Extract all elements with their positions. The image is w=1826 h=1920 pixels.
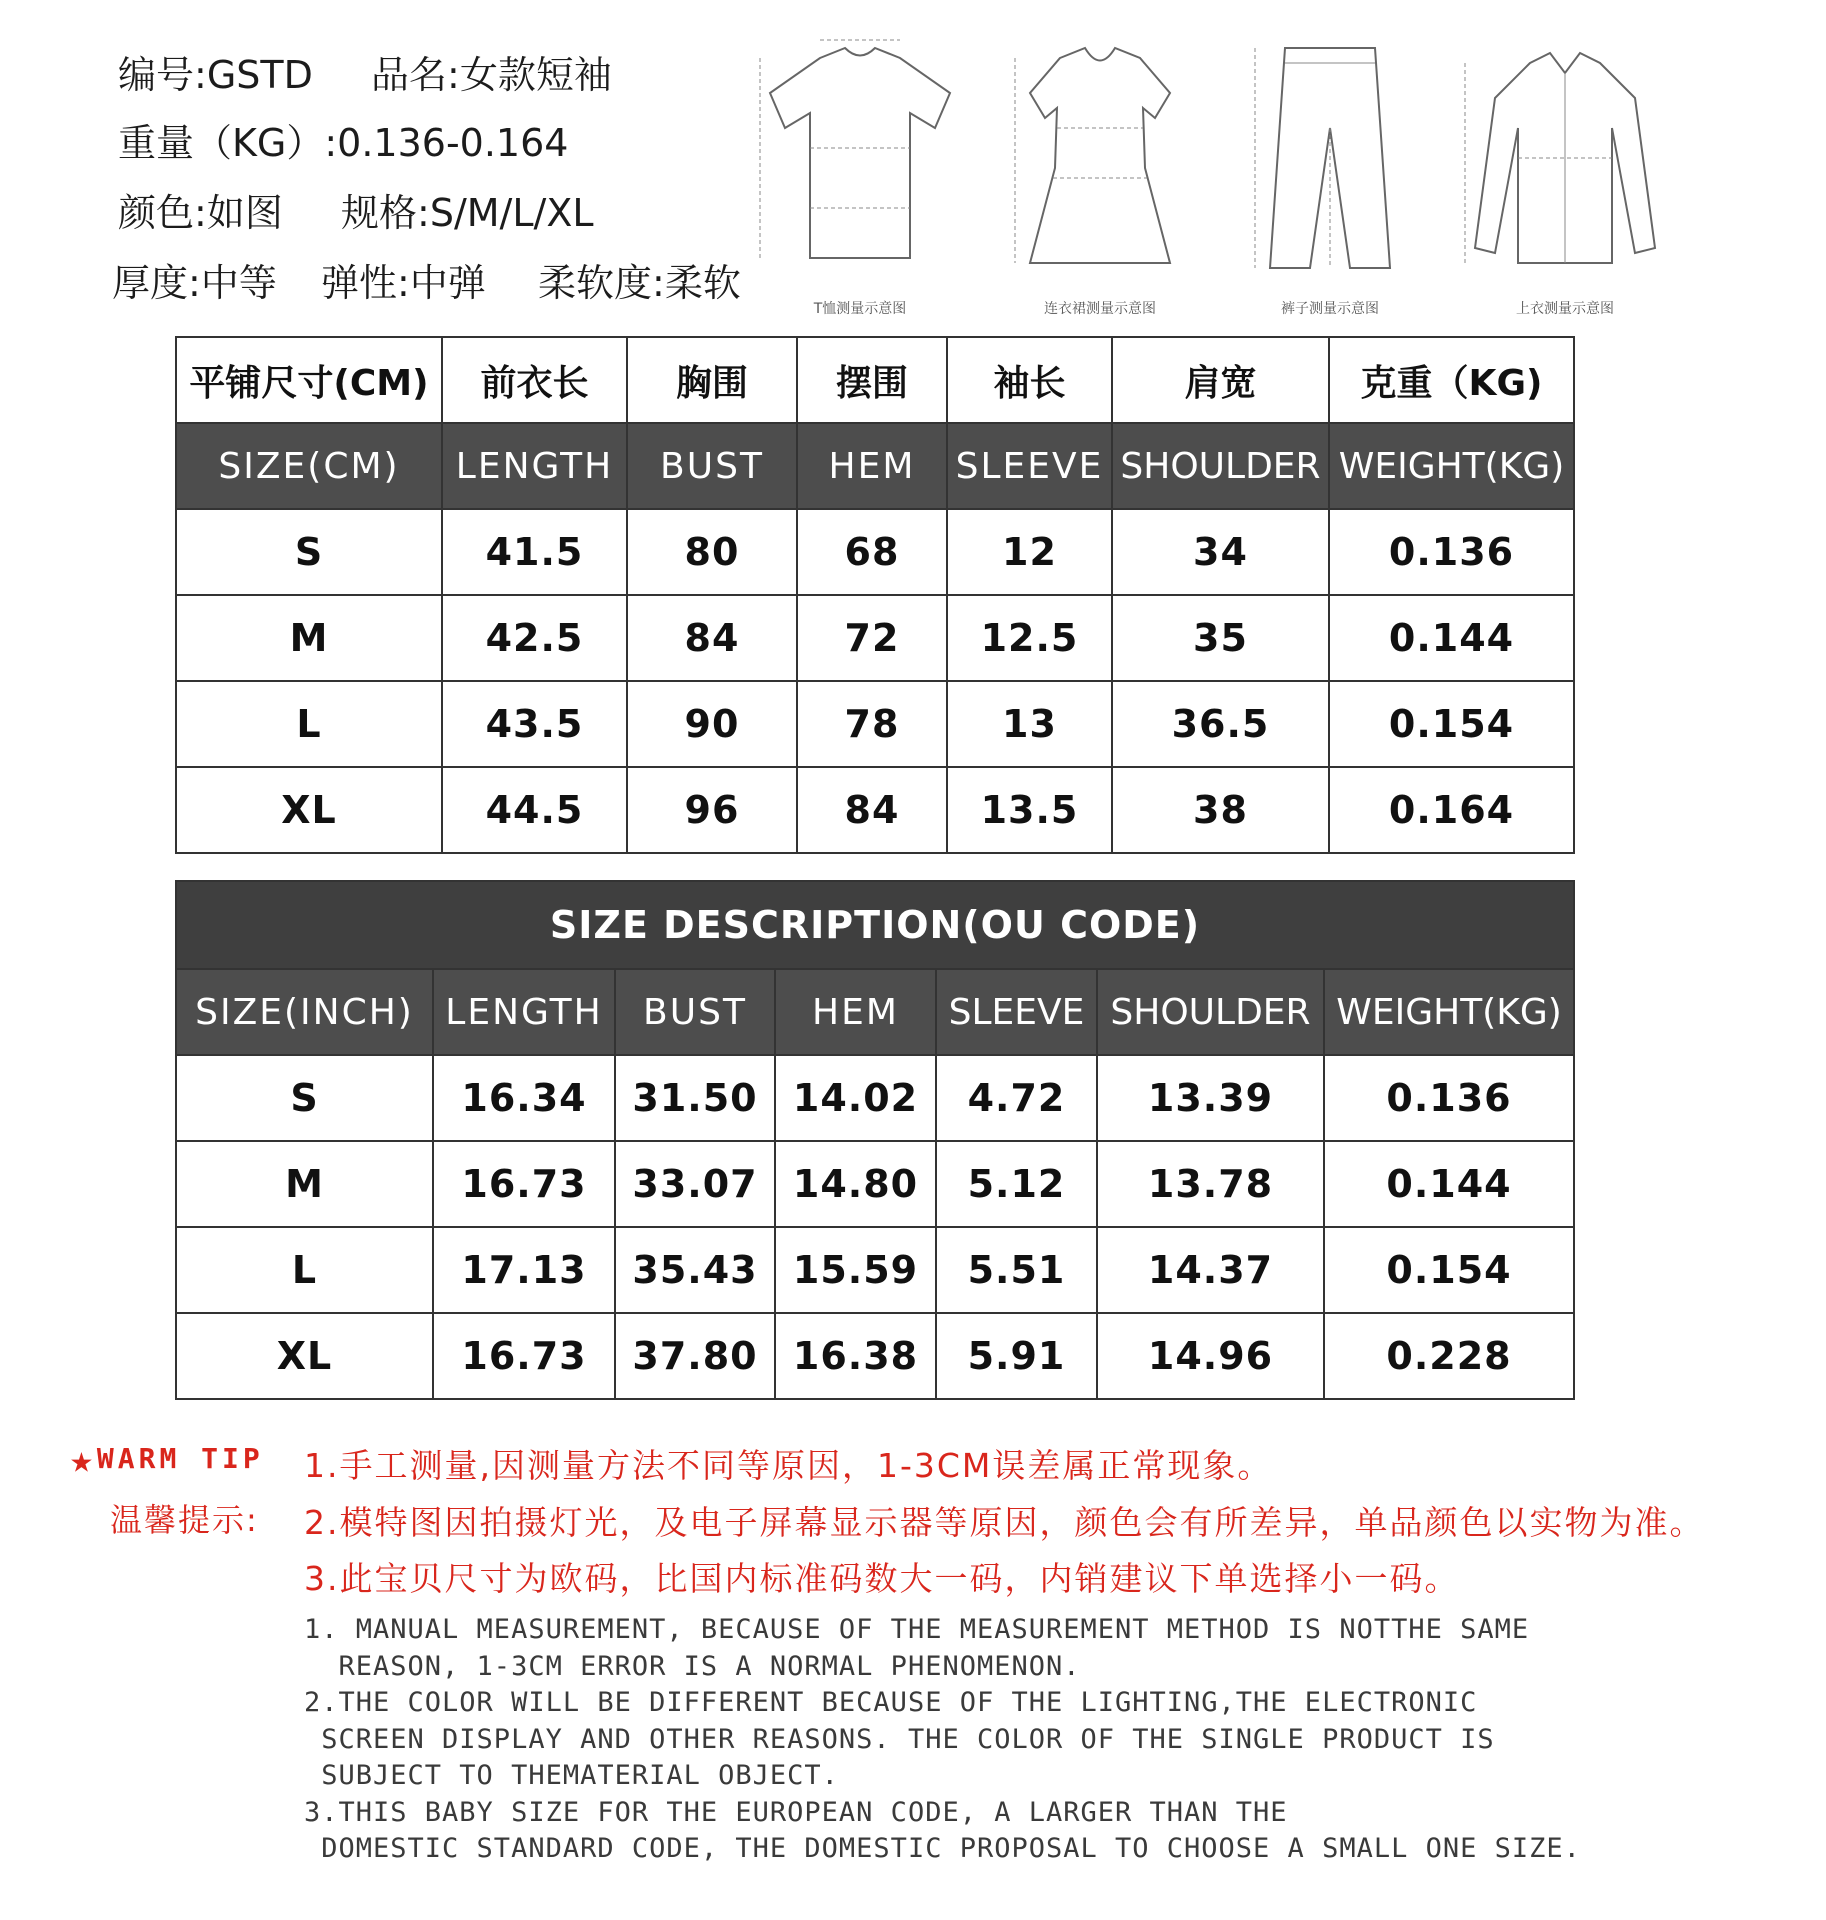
- table-cell: 12: [947, 509, 1112, 595]
- table-title-row: [176, 881, 1574, 969]
- header-cell: 肩宽: [1112, 337, 1329, 423]
- size-table-cm: [175, 336, 1575, 854]
- dress-caption: 连衣裙测量示意图: [1044, 301, 1156, 317]
- tip-cn-2: 2.模特图因拍摄灯光，及电子屏幕显示器等原因，颜色会有所差异，单品颜色以实物为准。: [304, 1503, 1705, 1542]
- table-row: [176, 1141, 1574, 1227]
- table-cell: 13: [947, 681, 1112, 767]
- header-cell: HEM: [797, 423, 947, 509]
- table-cell: 0.154: [1324, 1227, 1574, 1313]
- softness-label: 柔软度:: [538, 261, 665, 305]
- table-header-zh: [176, 337, 1574, 423]
- table-row: [176, 681, 1574, 767]
- table-cell: 14.80: [775, 1141, 936, 1227]
- table-row: [176, 595, 1574, 681]
- table-cell: 35: [1112, 595, 1329, 681]
- table-cell: 35.43: [615, 1227, 775, 1313]
- table-row: [176, 1227, 1574, 1313]
- header-cell: LENGTH: [442, 423, 627, 509]
- star-icon: ★: [70, 1437, 97, 1481]
- table-cell: 14.02: [775, 1055, 936, 1141]
- table-cell: 37.80: [615, 1313, 775, 1399]
- table-cell: 36.5: [1112, 681, 1329, 767]
- table-cell: 78: [797, 681, 947, 767]
- info-line-weight: [118, 112, 568, 167]
- elastic-label: 弹性:: [321, 261, 410, 305]
- tip-cn-1: 1.手工测量,因测量方法不同等原因，1-3CM误差属正常现象。: [304, 1446, 1273, 1485]
- header-cell: BUST: [627, 423, 797, 509]
- table-cell: 0.136: [1324, 1055, 1574, 1141]
- table-cell: 16.38: [775, 1313, 936, 1399]
- table-cell: 13.78: [1097, 1141, 1324, 1227]
- table-cell: 15.59: [775, 1227, 936, 1313]
- table-cell: 34: [1112, 509, 1329, 595]
- name-value: 女款短袖: [459, 53, 612, 97]
- header-cell: HEM: [775, 969, 936, 1055]
- table-cell: 13.39: [1097, 1055, 1324, 1141]
- table-row: [176, 1313, 1574, 1399]
- table-cell: 42.5: [442, 595, 627, 681]
- table-cell: 5.51: [936, 1227, 1097, 1313]
- table-cell: 90: [627, 681, 797, 767]
- table-cell: 17.13: [433, 1227, 615, 1313]
- header-cell: SLEEVE: [936, 969, 1097, 1055]
- header-cell: 克重（KG): [1329, 337, 1574, 423]
- spec-label: 规格:: [341, 191, 430, 235]
- table-cell: 68: [797, 509, 947, 595]
- table-title: SIZE DESCRIPTION(OU CODE): [176, 881, 1574, 969]
- size-cell: M: [176, 1141, 433, 1227]
- header-cell: SLEEVE: [947, 423, 1112, 509]
- header-cell: BUST: [615, 969, 775, 1055]
- table-cell: 38: [1112, 767, 1329, 853]
- table-cell: 72: [797, 595, 947, 681]
- header-cell: SIZE(CM): [176, 423, 442, 509]
- header-cell: 摆围: [797, 337, 947, 423]
- table-header-en: [176, 423, 1574, 509]
- header-cell: 平铺尺寸(CM): [176, 337, 442, 423]
- header-cell: 前衣长: [442, 337, 627, 423]
- table-row: [176, 767, 1574, 853]
- pants-diagram: [1230, 18, 1430, 318]
- weight-value: 0.136-0.164: [337, 121, 569, 165]
- info-line-fabric: [112, 252, 741, 307]
- warm-tip-label: WARM TIP: [96, 1442, 264, 1475]
- dress-diagram: [995, 18, 1205, 318]
- shirt-diagram: [1450, 18, 1680, 318]
- table-cell: 16.34: [433, 1055, 615, 1141]
- tshirt-diagram: [750, 18, 970, 318]
- table-cell: 5.12: [936, 1141, 1097, 1227]
- table-row: [176, 509, 1574, 595]
- table-cell: 5.91: [936, 1313, 1097, 1399]
- size-cell: S: [176, 1055, 433, 1141]
- color-value: 如图: [206, 191, 283, 235]
- table-cell: 12.5: [947, 595, 1112, 681]
- table-cell: 0.144: [1329, 595, 1574, 681]
- size-cell: S: [176, 509, 442, 595]
- tip-cn-3: 3.此宝贝尺寸为欧码，比国内标准码数大一码，内销建议下单选择小一码。: [304, 1559, 1460, 1598]
- header-cell: SIZE(INCH): [176, 969, 433, 1055]
- size-cell: L: [176, 1227, 433, 1313]
- table-cell: 0.144: [1324, 1141, 1574, 1227]
- header-cell: SHOULDER: [1112, 423, 1329, 509]
- color-label: 颜色:: [118, 191, 207, 235]
- table-cell: 43.5: [442, 681, 627, 767]
- thickness-value: 中等: [200, 261, 277, 305]
- header-cell: 袖长: [947, 337, 1112, 423]
- info-line-code: [118, 44, 612, 99]
- size-cell: L: [176, 681, 442, 767]
- size-cell: XL: [176, 767, 442, 853]
- header-cell: 胸围: [627, 337, 797, 423]
- table-cell: 80: [627, 509, 797, 595]
- warm-tip-subheading: 温馨提示:: [110, 1501, 259, 1539]
- shirt-caption: 上衣测量示意图: [1516, 301, 1614, 317]
- size-cell: M: [176, 595, 442, 681]
- pants-outline-icon: [1230, 18, 1430, 298]
- softness-value: 柔软: [664, 261, 741, 305]
- header-cell: WEIGHT(KG): [1329, 423, 1574, 509]
- dress-outline-icon: [995, 18, 1205, 298]
- code-value: GSTD: [206, 53, 313, 97]
- table-header-en: [176, 969, 1574, 1055]
- tshirt-outline-icon: [750, 18, 970, 298]
- tshirt-caption: T恤测量示意图: [813, 301, 907, 317]
- shirt-outline-icon: [1450, 18, 1680, 298]
- info-line-color: [118, 182, 594, 237]
- header-cell: LENGTH: [433, 969, 615, 1055]
- weight-label: 重量（KG）:: [118, 121, 338, 165]
- table-cell: 41.5: [442, 509, 627, 595]
- tip-en-block: [304, 1612, 1581, 1868]
- name-label: 品名:: [371, 53, 460, 97]
- tip-en-3: 3.THIS BABY SIZE FOR THE EUROPEAN CODE, A LARGER THAN THE DOMESTIC STANDARD CODE, THE DOMESTIC PROPOSAL TO CHOOSE A SMALL ONE SIZE.: [304, 1796, 1581, 1864]
- table-cell: 16.73: [433, 1141, 615, 1227]
- table-cell: 0.164: [1329, 767, 1574, 853]
- table-cell: 0.136: [1329, 509, 1574, 595]
- size-cell: XL: [176, 1313, 433, 1399]
- table-cell: 14.37: [1097, 1227, 1324, 1313]
- measurement-diagrams: [750, 18, 1810, 318]
- table-cell: 84: [797, 767, 947, 853]
- tip-en-1: 1. MANUAL MEASUREMENT, BECAUSE OF THE MEASUREMENT METHOD IS NOTTHE SAME REASON, 1-3CM ERROR IS A NORMAL PHENOMENON.: [304, 1614, 1530, 1682]
- table-cell: 13.5: [947, 767, 1112, 853]
- table-cell: 16.73: [433, 1313, 615, 1399]
- table-cell: 44.5: [442, 767, 627, 853]
- table-cell: 31.50: [615, 1055, 775, 1141]
- table-row: [176, 1055, 1574, 1141]
- thickness-label: 厚度:: [112, 261, 201, 305]
- header-cell: WEIGHT(KG): [1324, 969, 1574, 1055]
- code-label: 编号:: [118, 53, 207, 97]
- table-cell: 33.07: [615, 1141, 775, 1227]
- table-cell: 84: [627, 595, 797, 681]
- warm-tip-heading: [70, 1437, 264, 1481]
- table-cell: 14.96: [1097, 1313, 1324, 1399]
- elastic-value: 中弹: [409, 261, 486, 305]
- tip-en-2: 2.THE COLOR WILL BE DIFFERENT BECAUSE OF THE LIGHTING,THE ELECTRONIC SCREEN DISPLAY AND OTHER REASONS. THE COLOR OF THE SINGLE PRODUCT IS SUBJECT TO THEMATERIAL OBJECT.: [304, 1687, 1495, 1791]
- table-cell: 96: [627, 767, 797, 853]
- table-cell: 4.72: [936, 1055, 1097, 1141]
- table-cell: 0.228: [1324, 1313, 1574, 1399]
- header-cell: SHOULDER: [1097, 969, 1324, 1055]
- spec-value: S/M/L/XL: [429, 191, 594, 235]
- table-cell: 0.154: [1329, 681, 1574, 767]
- pants-caption: 裤子测量示意图: [1281, 301, 1379, 317]
- size-table-inch: [175, 880, 1575, 1400]
